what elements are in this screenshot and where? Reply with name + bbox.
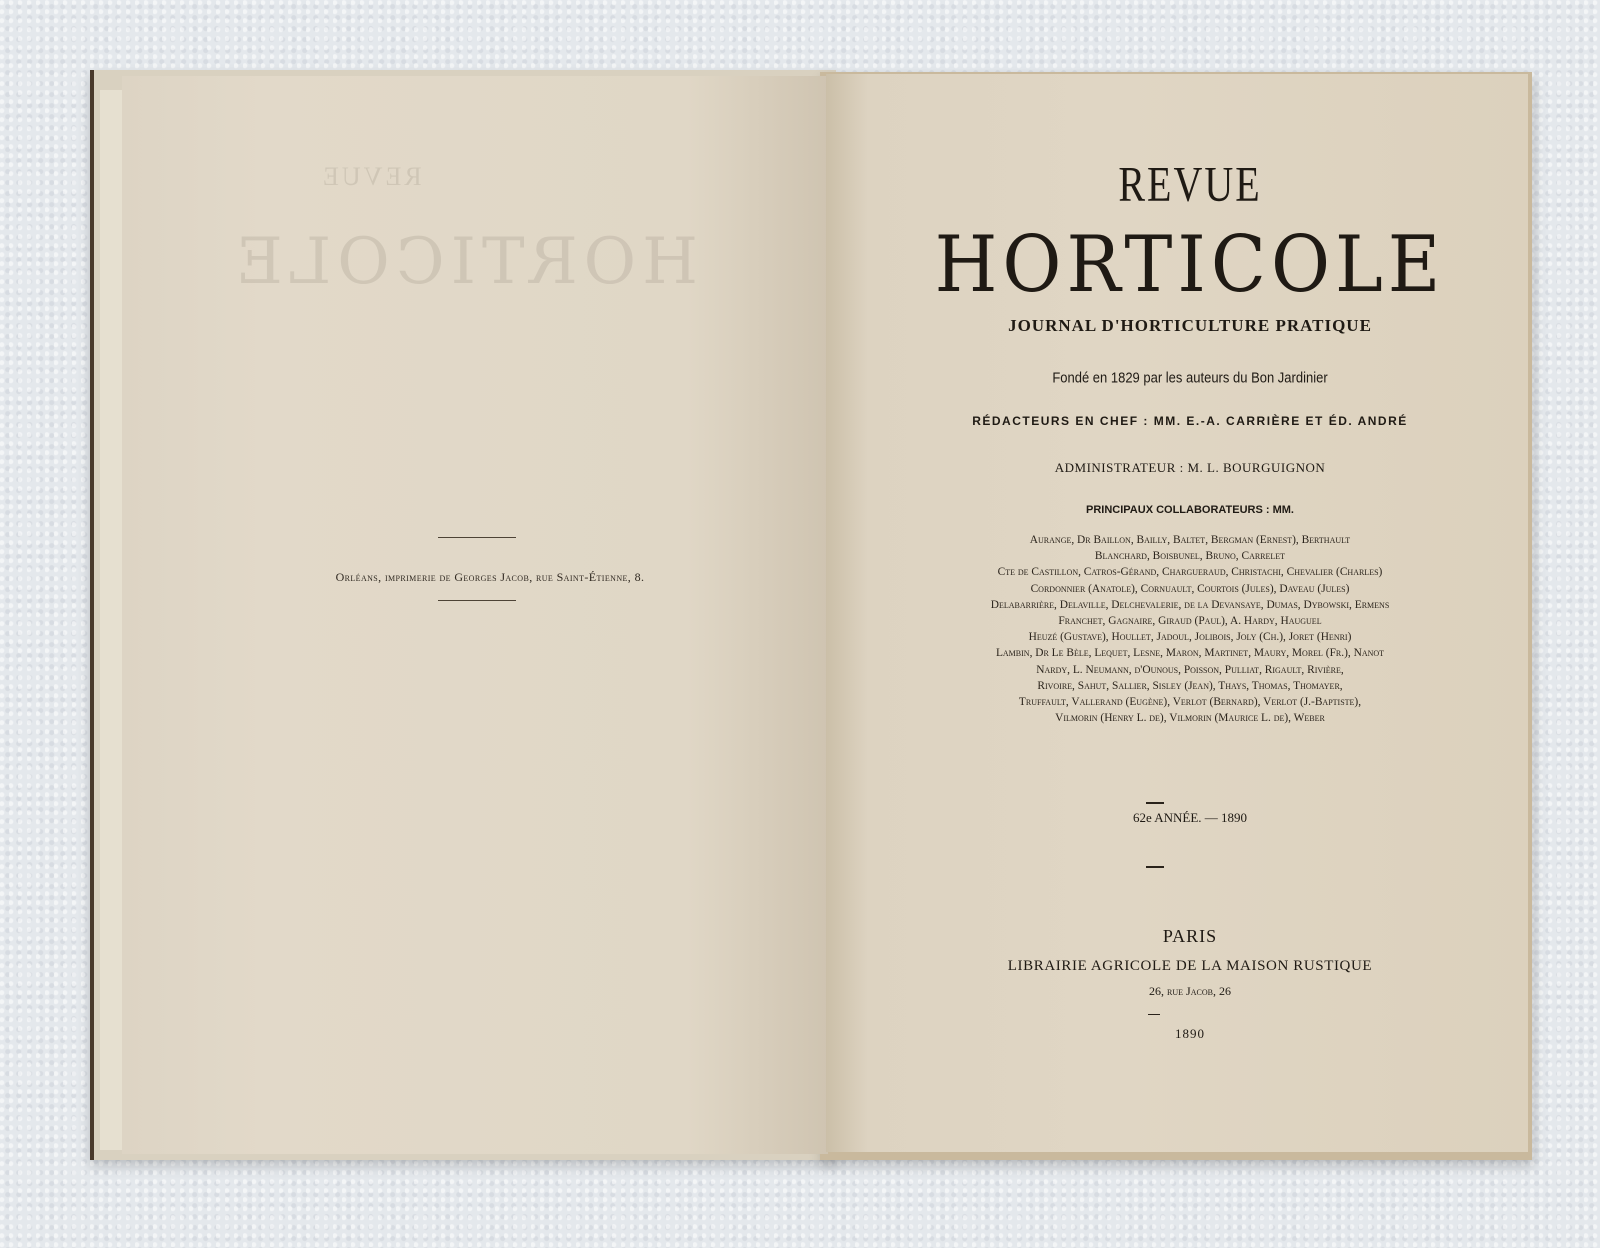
- contributors-line: Rivoire, Sahut, Sallier, Sisley (Jean), Thays, Thomas, Thomayer,: [1037, 679, 1343, 692]
- contributors-line: Vilmorin (Henry L. de), Vilmorin (Maurice L. de), Weber: [1055, 712, 1325, 725]
- title-horticole: HORTICOLE: [934, 218, 1446, 310]
- contributors-line: Aurange, Dr Baillon, Bailly, Baltet, Bergman (Ernest), Berthault: [1029, 534, 1351, 546]
- city: PARIS: [1162, 926, 1218, 946]
- divider-dash: [1146, 866, 1164, 868]
- publisher-address: 26, rue Jacob, 26: [1149, 984, 1231, 998]
- contributors-line: Delabarrière, Delaville, Delchevalerie, de la Devansaye, Dumas, Dybowski, Ermens: [990, 598, 1390, 611]
- administrator-line: ADMINISTRATEUR : M. L. BOURGUIGNON: [1054, 460, 1326, 475]
- imprint-rule-top: [438, 537, 516, 538]
- contributors-heading: PRINCIPAUX COLLABORATEURS : MM.: [1086, 504, 1294, 516]
- contributors-line: Franchet, Gagnaire, Giraud (Paul), A. Hardy, Hauguel: [1058, 615, 1322, 628]
- contributors-line: Blanchard, Boisbunel, Bruno, Carrelet: [1094, 550, 1286, 563]
- contributors-list: [870, 532, 1510, 726]
- divider-dash: [1148, 1014, 1160, 1015]
- founded-line: Fondé en 1829 par les auteurs du Bon Jardinier: [1052, 369, 1328, 386]
- printer-imprint: Orléans, imprimerie de Georges Jacob, rue Saint-Étienne, 8.: [335, 570, 645, 584]
- subtitle: JOURNAL D'HORTICULTURE PRATIQUE: [1008, 316, 1372, 335]
- divider-dash: [1146, 802, 1164, 804]
- publisher: LIBRAIRIE AGRICOLE DE LA MAISON RUSTIQUE: [1007, 958, 1373, 974]
- imprint-rule-bottom: [438, 600, 516, 601]
- contributors-line: Lambin, Dr Le Bèle, Lequet, Lesne, Maron, Martinet, Maury, Morel (Fr.), Nanot: [995, 647, 1385, 660]
- editors-line: RÉDACTEURS EN CHEF : MM. E.-A. CARRIÈRE ET ÉD. ANDRÉ: [972, 414, 1408, 428]
- contributors-line: Cordonnier (Anatole), Cornuault, Courtois (Jules), Daveau (Jules): [1030, 582, 1350, 595]
- show-through-title-small: REVUE: [320, 162, 422, 191]
- contributors-line: Heuzé (Gustave), Houllet, Jadoul, Jolibois, Joly (Ch.), Joret (Henri): [1028, 631, 1352, 644]
- contributors-line: Cte de Castillon, Catros-Gérand, Chargueraud, Christachi, Chevalier (Charles): [997, 566, 1383, 579]
- year-volume: 62e ANNÉE. — 1890: [1132, 810, 1248, 825]
- contributors-line: Nardy, L. Neumann, d'Ounous, Poisson, Pulliat, Rigault, Rivière,: [1036, 663, 1344, 676]
- publication-year: 1890: [1175, 1026, 1205, 1041]
- title-revue: REVUE: [1118, 155, 1262, 212]
- show-through-title-big: HORTICOLE: [230, 225, 698, 299]
- contributors-line: Truffault, Vallerand (Eugène), Verlot (Bernard), Verlot (J.-Baptiste),: [1018, 696, 1362, 709]
